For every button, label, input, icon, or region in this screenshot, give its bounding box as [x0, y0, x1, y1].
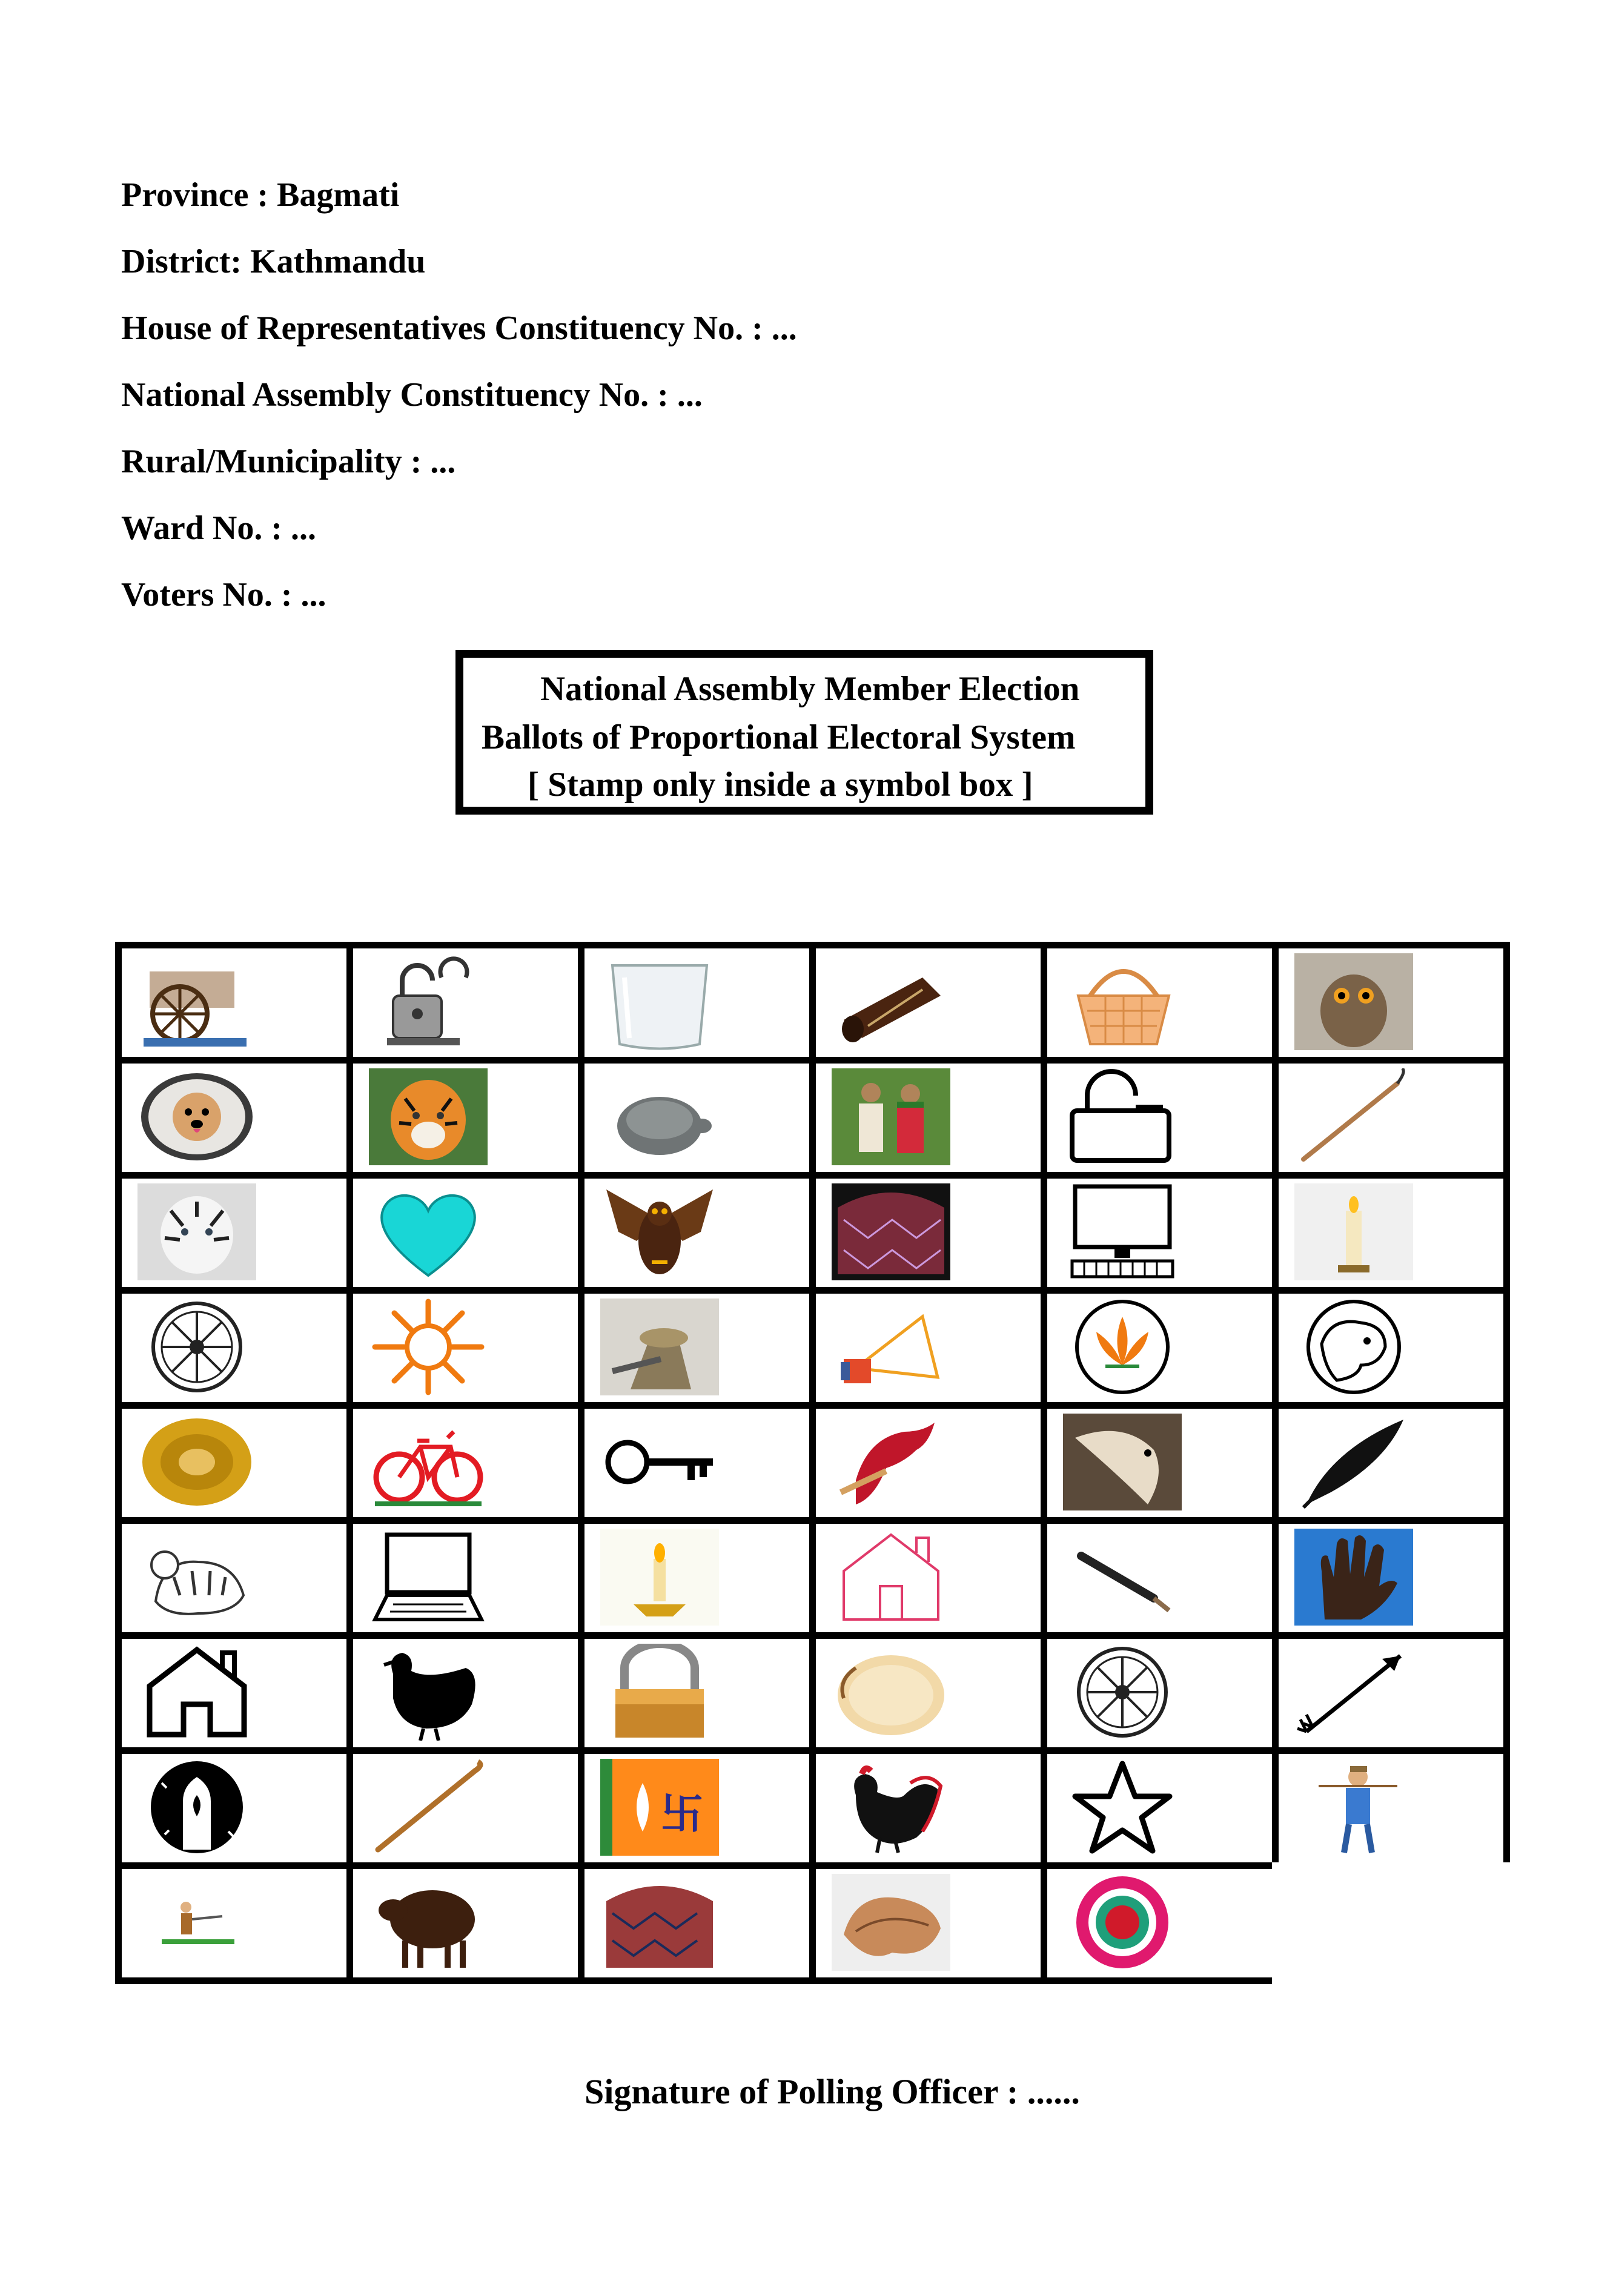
- laptop-icon: [369, 1529, 488, 1626]
- symbol-box[interactable]: [1041, 942, 1279, 1064]
- symbol-box[interactable]: [346, 1517, 584, 1639]
- municipality-line: Rural/Municipality : ...: [121, 443, 456, 480]
- brass-plate-icon: [137, 1414, 256, 1510]
- sheep-icon: [369, 1874, 488, 1971]
- symbol-box[interactable]: [346, 942, 584, 1064]
- party-flag-icon: [600, 1759, 719, 1856]
- dog-head-icon: [1294, 1299, 1413, 1395]
- palm-hand-icon: [1294, 1529, 1413, 1626]
- symbol-box[interactable]: [346, 1402, 584, 1524]
- symbol-box[interactable]: [1272, 1632, 1510, 1754]
- na-constituency-line: National Assembly Constituency No. : ...: [121, 376, 703, 414]
- symbol-box[interactable]: [809, 1287, 1047, 1409]
- hen-icon: [369, 1644, 488, 1741]
- flying-owl-icon: [1063, 1414, 1182, 1510]
- lotus-emblem-icon: [1063, 1299, 1182, 1395]
- symbol-box[interactable]: [578, 1402, 816, 1524]
- symbol-box[interactable]: [115, 1517, 353, 1639]
- symbol-box[interactable]: [809, 1172, 1047, 1294]
- tiger-face-icon: [369, 1068, 488, 1165]
- padlock-key-icon: [369, 953, 488, 1050]
- symbol-box[interactable]: [1041, 1747, 1279, 1869]
- symbol-box[interactable]: [809, 1862, 1047, 1984]
- district-line: District: Kathmandu: [121, 243, 426, 280]
- symbol-box[interactable]: [578, 942, 816, 1064]
- candle-icon: [1294, 1183, 1413, 1280]
- symbol-box[interactable]: [115, 1057, 353, 1179]
- owl-photo-icon: [1294, 953, 1413, 1050]
- symbol-box[interactable]: [346, 1632, 584, 1754]
- lock-icon: [600, 1644, 719, 1741]
- symbol-box[interactable]: [1272, 1517, 1510, 1639]
- symbol-box[interactable]: [578, 1172, 816, 1294]
- title-line-3: [ Stamp only inside a symbol box ]: [528, 766, 1033, 804]
- symbol-box[interactable]: [1041, 1172, 1279, 1294]
- symbol-box[interactable]: [1272, 1402, 1510, 1524]
- province-line: Province : Bagmati: [121, 176, 400, 214]
- header-info: [121, 176, 797, 642]
- target-icon: [1063, 1874, 1182, 1971]
- lamp-photo-icon: [600, 1299, 719, 1395]
- symbol-box[interactable]: [578, 1517, 816, 1639]
- symbol-box[interactable]: [1041, 1057, 1279, 1179]
- symbol-box[interactable]: [115, 1632, 353, 1754]
- farmer-icon: [1294, 1759, 1413, 1856]
- tiger-sketch-icon: [137, 1529, 256, 1626]
- house-icon: [137, 1644, 256, 1741]
- symbol-box[interactable]: [578, 1862, 816, 1984]
- wheel-icon: [1063, 1644, 1182, 1741]
- symbol-box[interactable]: [1041, 1517, 1279, 1639]
- arrow-icon: [1294, 1644, 1413, 1741]
- symbol-box[interactable]: [578, 1632, 816, 1754]
- symbol-box[interactable]: [115, 1172, 353, 1294]
- symbol-box[interactable]: [115, 1287, 353, 1409]
- white-tiger-icon: [137, 1183, 256, 1280]
- symbol-box[interactable]: [115, 1402, 353, 1524]
- sun-icon: [369, 1299, 488, 1395]
- symbol-box[interactable]: [1272, 1172, 1510, 1294]
- symbol-box[interactable]: [346, 1287, 584, 1409]
- symbol-box[interactable]: [1272, 1057, 1510, 1179]
- symbol-box[interactable]: [1041, 1287, 1279, 1409]
- symbol-box[interactable]: [809, 1057, 1047, 1179]
- cane-icon: [369, 1759, 488, 1856]
- star-icon: [1063, 1759, 1182, 1856]
- symbol-box[interactable]: [1041, 1862, 1279, 1984]
- topi-icon: [600, 1874, 719, 1971]
- empty-area: [1272, 1862, 1510, 1984]
- oil-lamp-icon: [600, 1529, 719, 1626]
- rooster-head-icon: [832, 1414, 950, 1510]
- lamp-circle-icon: [137, 1759, 256, 1856]
- symbol-box[interactable]: [1041, 1632, 1279, 1754]
- symbol-box[interactable]: [809, 1632, 1047, 1754]
- symbol-box[interactable]: [578, 1747, 816, 1869]
- basket-icon: [1063, 953, 1182, 1050]
- bullock-cart-icon: [137, 953, 256, 1050]
- symbol-box[interactable]: [809, 1402, 1047, 1524]
- ballot-title-box: [455, 650, 1153, 815]
- eagle-icon: [600, 1183, 719, 1280]
- symbol-box[interactable]: [809, 1517, 1047, 1639]
- dhaka-topi-icon: [832, 1183, 950, 1280]
- open-padlock-icon: [1063, 1068, 1182, 1165]
- walking-stick-icon: [1294, 1068, 1413, 1165]
- symbol-box[interactable]: [809, 942, 1047, 1064]
- symbol-box[interactable]: [115, 1747, 353, 1869]
- conch-shell-icon: [832, 1874, 950, 1971]
- title-line-2: Ballots of Proportional Electoral System: [482, 718, 1076, 756]
- bread-icon: [832, 1644, 950, 1741]
- couple-icon: [832, 1068, 950, 1165]
- polling-officer-signature: Signature of Polling Officer : ......: [584, 2072, 1080, 2111]
- title-line-1: National Assembly Member Election: [540, 670, 1080, 708]
- symbol-box[interactable]: [1272, 942, 1510, 1064]
- bicycle-icon: [369, 1414, 488, 1510]
- quill-pen-icon: [1294, 1414, 1413, 1510]
- hor-constituency-line: House of Representatives Constituency No. : ...: [121, 309, 797, 347]
- heart-icon: [369, 1183, 488, 1280]
- glass-icon: [600, 953, 719, 1050]
- symbol-box[interactable]: [346, 1862, 584, 1984]
- farmer-small-icon: [137, 1874, 256, 1971]
- symbol-box[interactable]: [578, 1287, 816, 1409]
- megaphone-icon: [832, 1299, 950, 1395]
- computer-icon: [1063, 1183, 1182, 1280]
- symbol-box[interactable]: [346, 1747, 584, 1869]
- symbol-box[interactable]: [1272, 1747, 1510, 1869]
- turtle-stone-icon: [600, 1068, 719, 1165]
- symbol-box[interactable]: [115, 942, 353, 1064]
- symbol-box[interactable]: [1041, 1402, 1279, 1524]
- symbol-box[interactable]: [346, 1057, 584, 1179]
- fountain-pen-icon: [1063, 1529, 1182, 1626]
- wheel-icon: [137, 1299, 256, 1395]
- ballot-grid: [115, 942, 1508, 1982]
- symbol-box[interactable]: [809, 1747, 1047, 1869]
- symbol-box[interactable]: [346, 1172, 584, 1294]
- svg-text:卐: 卐: [661, 1789, 703, 1839]
- symbol-box[interactable]: [578, 1057, 816, 1179]
- voters-line: Voters No. : ...: [121, 576, 326, 614]
- dog-icon: [137, 1068, 256, 1165]
- madal-drum-icon: [832, 953, 950, 1050]
- house-outline-icon: [832, 1529, 950, 1626]
- ward-line: Ward No. : ...: [121, 509, 316, 547]
- rooster-icon: [832, 1759, 950, 1856]
- symbol-box[interactable]: [115, 1862, 353, 1984]
- symbol-box[interactable]: [1272, 1287, 1510, 1409]
- key-icon: [600, 1414, 719, 1510]
